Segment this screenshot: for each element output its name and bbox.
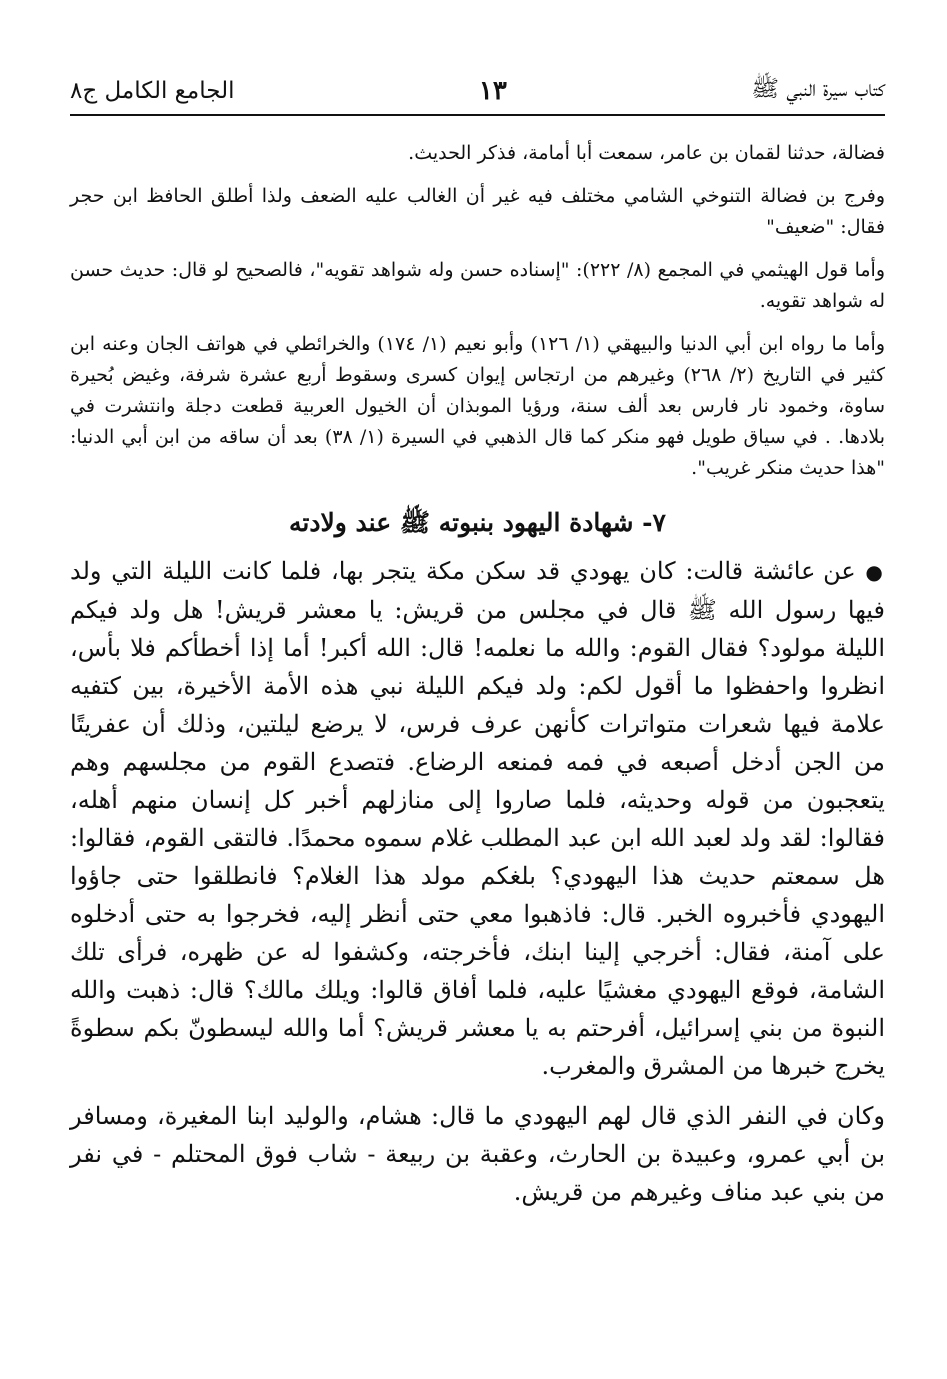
footnote-paragraph: وأما قول الهيثمي في المجمع (٨/ ٢٢٢): "إسناده حسن وله شواهد تقويه"، فالصحيح لو قال: حديث حسن له شواهد تقويه. <box>70 259 885 312</box>
page-number: ١٣ <box>478 76 507 106</box>
main-paragraph: وكان في النفر الذي قال لهم اليهودي ما قال: هشام، والوليد ابنا المغيرة، ومسافر بن أبي عمرو، وعبيدة بن الحارث، وعقبة بن ربيعة - شاب فوق المحتلم - في نفر من بني عبد مناف وغيرهم من قريش. <box>70 1102 885 1206</box>
footnotes <box>70 138 885 484</box>
footnote-paragraph: وأما ما رواه ابن أبي الدنيا والبيهقي (١/ ١٢٦) وأبو نعيم (١/ ١٧٤) والخرائطي في هواتف الجان وعنه ابن كثير في التاريخ (٢/ ٢٦٨) وغيرهم من ارتجاس إيوان كسرى وسقوط أربع عشرة شرفة، وغيض بُحيرة ساوة، وخمود نار فارس بعد ألف سنة، ورؤيا الموبذان أن الخيول العربية قطعت دجلة وانتشرت في بلادها. . في سياق طويل فهو منكر كما قال الذهبي في السيرة (١/ ٣٨) بعد أن ساقه من ابن أبي الدنيا: "هذا حديث منكر غريب". <box>70 333 886 479</box>
section-title: ٧- شهادة اليهود بنبوته ﷺ عند ولادته <box>289 508 666 537</box>
book-title: كتاب سيرة النبي ﷺ <box>751 76 885 102</box>
footnote-paragraph: فضالة، حدثنا لقمان بن عامر، سمعت أبا أمامة، فذكر الحديث. <box>408 142 885 164</box>
page-header <box>70 68 885 116</box>
page-body <box>70 138 885 1211</box>
volume-title: الجامع الكامل ج٨ <box>70 78 235 104</box>
main-paragraph-text: عن عائشة قالت: كان يهودي قد سكن مكة يتجر بها، فلما كانت الليلة التي ولد فيها رسول الله ﷺ قال في مجلس من قريش: يا معشر قريش! هل ولد فيكم الليلة مولود؟ فقال القوم: والله ما نعلمه! قال: الله أكبر! أما إذا أخطأكم فلا بأس، انظروا واحفظوا ما أقول لكم: ولد فيكم الليلة نبي هذه الأمة الأخيرة، بين كتفيه علامة فيها شعرات متواترات كأنهن عرف فرس، لا يرضع ليلتين، وذلك أن عفريتًا من الجن أدخل أصبعه في فمه فمنعه الرضاع. فتصدع القوم من مجلسهم وهم يتعجبون من قوله وحديثه، فلما صاروا إلى منازلهم أخبر كل إنسان منهم أهله، فقالوا: لقد ولد لعبد الله ابن عبد المطلب غلام سموه محمدًا. فالتقى القوم، فقالوا: هل سمعتم حديث هذا اليهودي؟ بلغكم مولد هذا الغلام؟ فانطلقوا حتى جاؤوا اليهودي فأخبروه الخبر. قال: فاذهبوا معي حتى أنظر إليه، فخرجوا به حتى أدخلوه على آمنة، فقال: أخرجي إلينا ابنك، فأخرجته، وكشفوا له عن ظهره، فرأى تلك الشامة، فوقع اليهودي مغشيًا عليه، فلما أفاق قالوا: ويلك مالك؟ قال: ذهبت والله النبوة من بني إسرائيل، أفرحتم به يا معشر قريش؟ أما والله ليسطونّ بكم سطوةً يخرج خبرها من المشرق والمغرب. <box>70 557 885 1080</box>
main-paragraph <box>70 552 885 1085</box>
footnote-paragraph: وفرج بن فضالة التنوخي الشامي مختلف فيه غير أن الغالب عليه الضعف ولذا أطلق الحافظ ابن حجر فقال: "ضعيف" <box>70 185 885 238</box>
main-text <box>70 552 885 1211</box>
bullet-icon: ● <box>865 560 885 584</box>
